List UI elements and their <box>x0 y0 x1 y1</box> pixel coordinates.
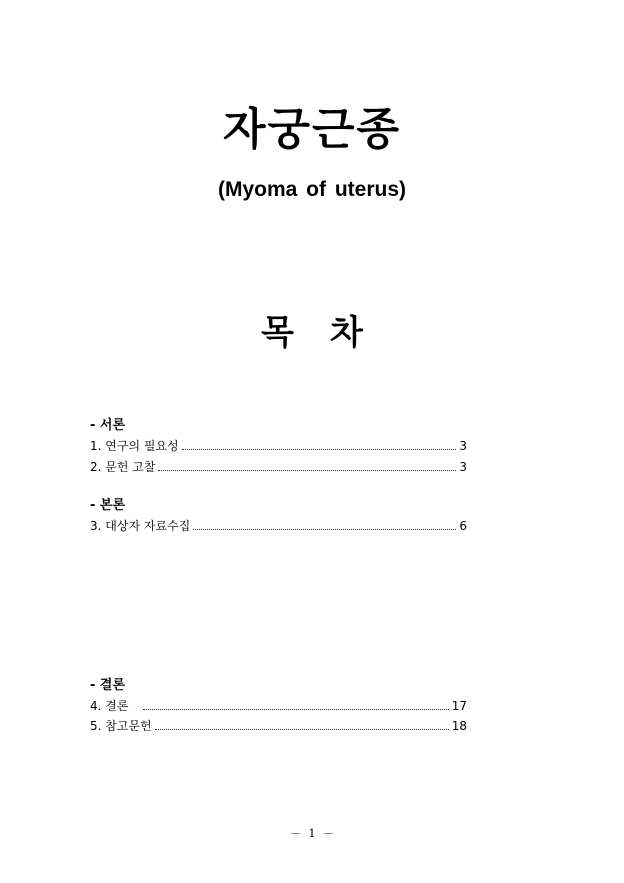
document-subtitle: (Myoma of uterus) <box>217 178 406 201</box>
toc-entry[interactable] <box>90 458 467 476</box>
toc-entry-label: 2. 문헌 고찰 <box>90 460 156 474</box>
toc-entry-page: 17 <box>451 699 467 713</box>
document-title: 자궁근종 <box>222 104 401 155</box>
dot-leader <box>193 517 456 530</box>
toc-entry[interactable] <box>90 437 467 455</box>
toc-entry-page: 6 <box>459 519 467 533</box>
toc-section-title: - 서론 <box>90 418 126 433</box>
toc-entry-label: 5. 참고문헌 <box>90 719 152 733</box>
dot-leader <box>182 437 457 450</box>
toc-entry-page: 3 <box>459 439 467 453</box>
toc-heading-left: 목 <box>261 313 294 353</box>
toc-entry-page: 18 <box>451 719 467 733</box>
toc-entry-label: 1. 연구의 필요성 <box>90 439 179 453</box>
toc-entry[interactable] <box>90 717 467 735</box>
dot-leader <box>155 717 449 730</box>
dot-leader <box>143 697 448 710</box>
dot-leader <box>158 458 456 471</box>
page-number: － 1 － <box>290 827 334 840</box>
toc-section-title: - 본론 <box>90 498 126 513</box>
toc-entry-label: 3. 대상자 자료수집 <box>90 519 191 533</box>
toc-entry-label: 4. 결론 <box>90 699 129 713</box>
toc-heading-right: 차 <box>330 313 363 353</box>
toc-entry-page: 3 <box>459 460 467 474</box>
toc-entry[interactable] <box>90 697 467 715</box>
toc-entry[interactable] <box>90 517 467 535</box>
toc-heading <box>0 310 624 356</box>
toc-section-title: - 결론 <box>90 678 126 693</box>
